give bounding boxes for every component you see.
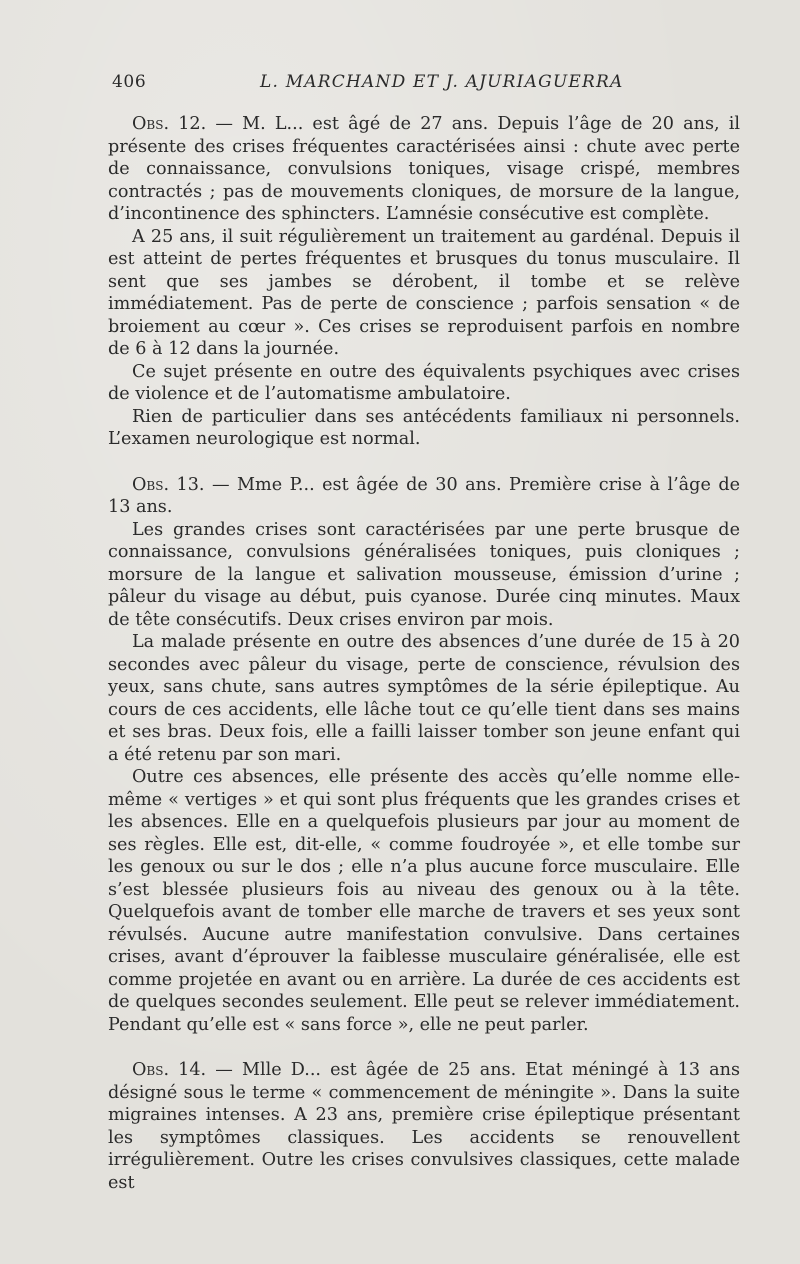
obs-label: Obs. 12.	[132, 114, 207, 134]
obs-label: Obs. 14.	[132, 1060, 207, 1080]
obs-text: — Mme P... est âgée de 30 ans. Première crise à l’âge de 13 ans.	[108, 474, 740, 517]
obs-12-paragraph	[108, 113, 740, 226]
running-title: L. MARCHAND ET J. AJURIAGUERRA	[260, 72, 624, 92]
obs-13-paragraph	[108, 474, 740, 519]
obs-14-paragraph	[108, 1059, 740, 1194]
obs-text: — Mlle D... est âgée de 25 ans. Etat méningé à 13 ans désigné sous le terme « commencement de méningite ». Dans la suite migraines intenses. A 23 ans, première crise épileptique présentant les symptômes classiques. Les accidents se renouvellent irrégulièrement. Outre les crises convulsives classiques, cette malade est	[108, 1060, 740, 1193]
obs-text: — M. L... est âgé de 27 ans. Depuis l’âge de 20 ans, il présente des crises fréquentes caractérisées ainsi : chute avec perte de connaissance, convulsions toniques, visage crispé, membres contractés ; pas de mouvements cloniques, de morsure de la langue, d’incontinence des sphincters. L’amnésie consécutive est complète.	[108, 114, 740, 224]
paragraph: La malade présente en outre des absences d’une durée de 15 à 20 secondes avec pâleur du visage, perte de conscience, révulsion des yeux, sans chute, sans autres symptômes de la série épileptique. Au cours de ces accidents, elle lâche tout ce qu’elle tient dans ses mains et ses bras. Deux fois, elle a failli laisser tomber son jeune enfant qui a été retenu par son mari.	[108, 632, 740, 765]
page-number: 406	[112, 72, 147, 92]
paragraph: A 25 ans, il suit régulièrement un traitement au gardénal. Depuis il est atteint de pertes fréquentes et brusques du tonus musculaire. Il sent que ses jambes se dérobent, il tombe et se relève immédiatement. Pas de perte de conscience ; parfois sensation « de broiement au cœur ». Ces crises se reproduisent parfois en nombre de 6 à 12 dans la journée.	[108, 226, 740, 359]
obs-label: Obs. 13.	[132, 474, 205, 495]
paragraph: Rien de particulier dans ses antécédents familiaux ni personnels. L’examen neurologique est normal.	[108, 406, 740, 449]
paragraph: Ce sujet présente en outre des équivalents psychiques avec crises de violence et de l’automatisme ambulatoire.	[108, 361, 740, 404]
body-text	[108, 113, 740, 1194]
paragraph: Outre ces absences, elle présente des accès qu’elle nomme elle-même « vertiges » et qui sont plus fréquents que les grandes crises et les absences. Elle en a quelquefois plusieurs par jour au moment de ses règles. Elle est, dit-elle, « comme foudroyée », et elle tombe sur les genoux ou sur le dos ; elle n’a plus aucune force musculaire. Elle s’est blessée plusieurs fois au niveau des genoux ou à la tête. Quelquefois avant de tomber elle marche de travers et ses yeux sont révulsés. Aucune autre manifestation convulsive. Dans certaines crises, avant d’éprouver la faiblesse musculaire généralisée, elle est comme projetée en avant ou en arrière. La durée de ces accidents est de quelques secondes seulement. Elle peut se relever immédiatement. Pendant qu’elle est « sans force », elle ne peut parler.	[108, 767, 740, 1035]
paragraph: Les grandes crises sont caractérisées par une perte brusque de connaissance, convulsions généralisées toniques, puis cloniques ; morsure de la langue et salivation mousseuse, émission d’urine ; pâleur du visage au début, puis cyanose. Durée cinq minutes. Maux de tête consécutifs. Deux crises environ par mois.	[108, 519, 740, 630]
